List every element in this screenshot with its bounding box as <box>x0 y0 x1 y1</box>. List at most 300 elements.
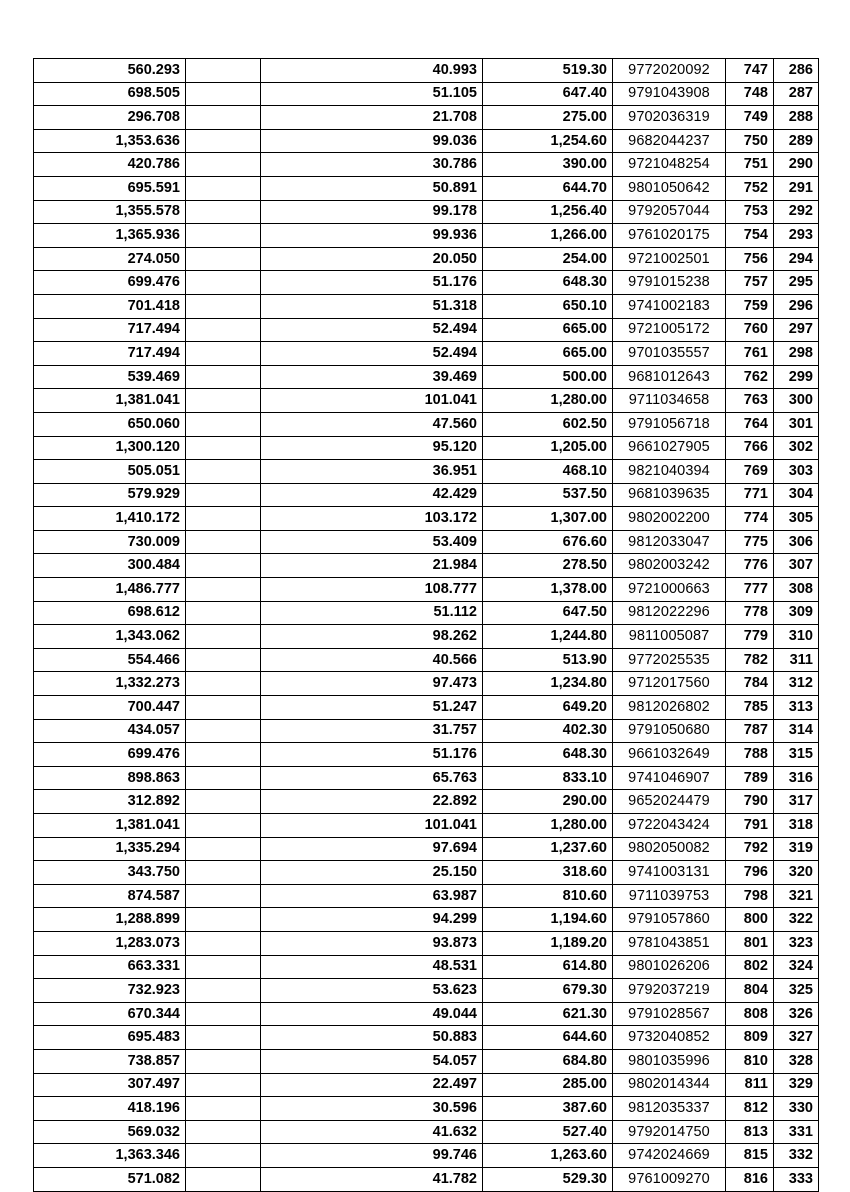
cell-account-number: 9791050680 <box>613 719 726 743</box>
cell-sequence: 778 <box>726 601 774 625</box>
cell-amount-total: 434.057 <box>34 719 186 743</box>
table-row <box>34 696 819 720</box>
cell-sequence: 791 <box>726 814 774 838</box>
cell-account-number: 9801035996 <box>613 1049 726 1073</box>
cell-amount-total: 571.082 <box>34 1167 186 1191</box>
cell-blank <box>186 318 261 342</box>
cell-base-amount: 468.10 <box>483 460 613 484</box>
cell-base-amount: 647.50 <box>483 601 613 625</box>
cell-charge: 22.892 <box>261 790 483 814</box>
cell-sequence: 779 <box>726 625 774 649</box>
cell-amount-total: 274.050 <box>34 247 186 271</box>
cell-sequence: 751 <box>726 153 774 177</box>
cell-account-number: 9772025535 <box>613 648 726 672</box>
cell-base-amount: 500.00 <box>483 365 613 389</box>
cell-account-number: 9712017560 <box>613 672 726 696</box>
cell-sequence: 760 <box>726 318 774 342</box>
cell-row-index: 316 <box>774 766 819 790</box>
cell-row-index: 309 <box>774 601 819 625</box>
cell-amount-total: 1,335.294 <box>34 837 186 861</box>
cell-amount-total: 505.051 <box>34 460 186 484</box>
cell-charge: 25.150 <box>261 861 483 885</box>
cell-charge: 31.757 <box>261 719 483 743</box>
cell-blank <box>186 790 261 814</box>
cell-base-amount: 1,266.00 <box>483 224 613 248</box>
table-row <box>34 601 819 625</box>
cell-base-amount: 290.00 <box>483 790 613 814</box>
cell-base-amount: 1,194.60 <box>483 908 613 932</box>
cell-charge: 101.041 <box>261 389 483 413</box>
cell-sequence: 771 <box>726 483 774 507</box>
cell-charge: 30.786 <box>261 153 483 177</box>
table-row <box>34 1144 819 1168</box>
cell-charge: 54.057 <box>261 1049 483 1073</box>
cell-blank <box>186 153 261 177</box>
cell-account-number: 9792037219 <box>613 979 726 1003</box>
cell-row-index: 299 <box>774 365 819 389</box>
cell-charge: 42.429 <box>261 483 483 507</box>
table-row <box>34 460 819 484</box>
cell-sequence: 809 <box>726 1026 774 1050</box>
cell-charge: 49.044 <box>261 1002 483 1026</box>
cell-row-index: 314 <box>774 719 819 743</box>
cell-base-amount: 676.60 <box>483 530 613 554</box>
cell-amount-total: 730.009 <box>34 530 186 554</box>
cell-sequence: 782 <box>726 648 774 672</box>
cell-base-amount: 602.50 <box>483 412 613 436</box>
cell-row-index: 306 <box>774 530 819 554</box>
table-row <box>34 247 819 271</box>
cell-blank <box>186 200 261 224</box>
cell-row-index: 325 <box>774 979 819 1003</box>
cell-blank <box>186 743 261 767</box>
cell-account-number: 9661032649 <box>613 743 726 767</box>
cell-row-index: 302 <box>774 436 819 460</box>
cell-account-number: 9721005172 <box>613 318 726 342</box>
table-row <box>34 979 819 1003</box>
cell-account-number: 9681039635 <box>613 483 726 507</box>
cell-charge: 39.469 <box>261 365 483 389</box>
cell-account-number: 9791028567 <box>613 1002 726 1026</box>
cell-amount-total: 554.466 <box>34 648 186 672</box>
table-row <box>34 129 819 153</box>
cell-row-index: 321 <box>774 884 819 908</box>
cell-charge: 63.987 <box>261 884 483 908</box>
cell-blank <box>186 365 261 389</box>
cell-account-number: 9741003131 <box>613 861 726 885</box>
cell-row-index: 291 <box>774 176 819 200</box>
cell-amount-total: 1,343.062 <box>34 625 186 649</box>
cell-sequence: 757 <box>726 271 774 295</box>
cell-amount-total: 1,353.636 <box>34 129 186 153</box>
cell-account-number: 9792057044 <box>613 200 726 224</box>
table-row <box>34 1120 819 1144</box>
cell-blank <box>186 1097 261 1121</box>
cell-account-number: 9781043851 <box>613 931 726 955</box>
cell-charge: 53.623 <box>261 979 483 1003</box>
table-row <box>34 625 819 649</box>
cell-blank <box>186 247 261 271</box>
cell-sequence: 763 <box>726 389 774 413</box>
cell-row-index: 296 <box>774 294 819 318</box>
cell-base-amount: 275.00 <box>483 106 613 130</box>
cell-base-amount: 650.10 <box>483 294 613 318</box>
cell-charge: 53.409 <box>261 530 483 554</box>
cell-amount-total: 1,283.073 <box>34 931 186 955</box>
cell-row-index: 313 <box>774 696 819 720</box>
table-row <box>34 365 819 389</box>
cell-sequence: 792 <box>726 837 774 861</box>
cell-sequence: 815 <box>726 1144 774 1168</box>
cell-row-index: 327 <box>774 1026 819 1050</box>
cell-amount-total: 701.418 <box>34 294 186 318</box>
cell-charge: 40.566 <box>261 648 483 672</box>
cell-account-number: 9721002501 <box>613 247 726 271</box>
table-row <box>34 955 819 979</box>
cell-row-index: 290 <box>774 153 819 177</box>
table-row <box>34 884 819 908</box>
cell-sequence: 790 <box>726 790 774 814</box>
table-row <box>34 153 819 177</box>
cell-row-index: 286 <box>774 59 819 83</box>
cell-charge: 50.891 <box>261 176 483 200</box>
cell-blank <box>186 931 261 955</box>
cell-base-amount: 1,189.20 <box>483 931 613 955</box>
cell-charge: 103.172 <box>261 507 483 531</box>
cell-base-amount: 513.90 <box>483 648 613 672</box>
cell-sequence: 798 <box>726 884 774 908</box>
cell-amount-total: 670.344 <box>34 1002 186 1026</box>
cell-account-number: 9711034658 <box>613 389 726 413</box>
cell-row-index: 305 <box>774 507 819 531</box>
cell-charge: 98.262 <box>261 625 483 649</box>
cell-row-index: 312 <box>774 672 819 696</box>
cell-amount-total: 569.032 <box>34 1120 186 1144</box>
cell-blank <box>186 1073 261 1097</box>
cell-row-index: 303 <box>774 460 819 484</box>
table-row <box>34 389 819 413</box>
cell-blank <box>186 294 261 318</box>
cell-base-amount: 833.10 <box>483 766 613 790</box>
cell-sequence: 777 <box>726 578 774 602</box>
cell-charge: 21.984 <box>261 554 483 578</box>
cell-charge: 95.120 <box>261 436 483 460</box>
cell-amount-total: 1,300.120 <box>34 436 186 460</box>
cell-sequence: 761 <box>726 342 774 366</box>
cell-charge: 99.036 <box>261 129 483 153</box>
cell-sequence: 753 <box>726 200 774 224</box>
cell-base-amount: 1,205.00 <box>483 436 613 460</box>
cell-sequence: 788 <box>726 743 774 767</box>
table-body <box>34 59 819 1192</box>
table-row <box>34 483 819 507</box>
cell-charge: 47.560 <box>261 412 483 436</box>
cell-base-amount: 647.40 <box>483 82 613 106</box>
cell-account-number: 9791015238 <box>613 271 726 295</box>
cell-row-index: 287 <box>774 82 819 106</box>
cell-blank <box>186 696 261 720</box>
table-row <box>34 176 819 200</box>
table-row <box>34 1049 819 1073</box>
cell-sequence: 749 <box>726 106 774 130</box>
table-row <box>34 1073 819 1097</box>
cell-row-index: 293 <box>774 224 819 248</box>
cell-base-amount: 402.30 <box>483 719 613 743</box>
cell-sequence: 774 <box>726 507 774 531</box>
cell-row-index: 295 <box>774 271 819 295</box>
cell-account-number: 9791057860 <box>613 908 726 932</box>
table-row <box>34 1026 819 1050</box>
cell-account-number: 9802050082 <box>613 837 726 861</box>
cell-sequence: 748 <box>726 82 774 106</box>
cell-charge: 51.247 <box>261 696 483 720</box>
cell-charge: 108.777 <box>261 578 483 602</box>
cell-base-amount: 1,280.00 <box>483 389 613 413</box>
cell-base-amount: 614.80 <box>483 955 613 979</box>
cell-sequence: 759 <box>726 294 774 318</box>
cell-charge: 41.632 <box>261 1120 483 1144</box>
cell-account-number: 9681012643 <box>613 365 726 389</box>
cell-sequence: 804 <box>726 979 774 1003</box>
cell-amount-total: 738.857 <box>34 1049 186 1073</box>
cell-blank <box>186 176 261 200</box>
cell-base-amount: 644.60 <box>483 1026 613 1050</box>
cell-sequence: 810 <box>726 1049 774 1073</box>
cell-base-amount: 390.00 <box>483 153 613 177</box>
cell-base-amount: 387.60 <box>483 1097 613 1121</box>
cell-amount-total: 698.612 <box>34 601 186 625</box>
table-row <box>34 931 819 955</box>
cell-sequence: 813 <box>726 1120 774 1144</box>
cell-sequence: 802 <box>726 955 774 979</box>
cell-amount-total: 343.750 <box>34 861 186 885</box>
cell-blank <box>186 554 261 578</box>
cell-account-number: 9821040394 <box>613 460 726 484</box>
table-row <box>34 342 819 366</box>
cell-row-index: 311 <box>774 648 819 672</box>
cell-row-index: 332 <box>774 1144 819 1168</box>
cell-sequence: 756 <box>726 247 774 271</box>
table-row <box>34 59 819 83</box>
cell-blank <box>186 578 261 602</box>
cell-base-amount: 1,254.60 <box>483 129 613 153</box>
cell-sequence: 800 <box>726 908 774 932</box>
cell-base-amount: 621.30 <box>483 1002 613 1026</box>
cell-sequence: 787 <box>726 719 774 743</box>
cell-blank <box>186 837 261 861</box>
cell-charge: 52.494 <box>261 342 483 366</box>
cell-sequence: 752 <box>726 176 774 200</box>
cell-account-number: 9802002200 <box>613 507 726 531</box>
cell-row-index: 318 <box>774 814 819 838</box>
table-row <box>34 271 819 295</box>
cell-charge: 65.763 <box>261 766 483 790</box>
cell-row-index: 315 <box>774 743 819 767</box>
cell-charge: 99.936 <box>261 224 483 248</box>
cell-base-amount: 1,237.60 <box>483 837 613 861</box>
cell-charge: 99.746 <box>261 1144 483 1168</box>
cell-row-index: 300 <box>774 389 819 413</box>
table-row <box>34 507 819 531</box>
cell-row-index: 329 <box>774 1073 819 1097</box>
table-row <box>34 1002 819 1026</box>
cell-amount-total: 579.929 <box>34 483 186 507</box>
cell-blank <box>186 1144 261 1168</box>
cell-blank <box>186 719 261 743</box>
cell-sequence: 796 <box>726 861 774 885</box>
cell-row-index: 322 <box>774 908 819 932</box>
cell-row-index: 317 <box>774 790 819 814</box>
cell-row-index: 319 <box>774 837 819 861</box>
cell-base-amount: 1,307.00 <box>483 507 613 531</box>
table-row <box>34 814 819 838</box>
cell-sequence: 769 <box>726 460 774 484</box>
cell-amount-total: 695.591 <box>34 176 186 200</box>
cell-base-amount: 665.00 <box>483 318 613 342</box>
cell-amount-total: 1,363.346 <box>34 1144 186 1168</box>
cell-amount-total: 874.587 <box>34 884 186 908</box>
cell-account-number: 9791043908 <box>613 82 726 106</box>
cell-account-number: 9722043424 <box>613 814 726 838</box>
cell-charge: 51.105 <box>261 82 483 106</box>
cell-base-amount: 1,244.80 <box>483 625 613 649</box>
cell-amount-total: 650.060 <box>34 412 186 436</box>
cell-amount-total: 560.293 <box>34 59 186 83</box>
cell-amount-total: 1,365.936 <box>34 224 186 248</box>
cell-amount-total: 1,381.041 <box>34 389 186 413</box>
cell-charge: 48.531 <box>261 955 483 979</box>
cell-row-index: 297 <box>774 318 819 342</box>
cell-blank <box>186 224 261 248</box>
cell-row-index: 307 <box>774 554 819 578</box>
cell-charge: 99.178 <box>261 200 483 224</box>
cell-amount-total: 1,288.899 <box>34 908 186 932</box>
cell-account-number: 9801050642 <box>613 176 726 200</box>
cell-account-number: 9742024669 <box>613 1144 726 1168</box>
cell-blank <box>186 412 261 436</box>
cell-account-number: 9811005087 <box>613 625 726 649</box>
table-row <box>34 578 819 602</box>
cell-amount-total: 717.494 <box>34 318 186 342</box>
cell-account-number: 9652024479 <box>613 790 726 814</box>
cell-row-index: 288 <box>774 106 819 130</box>
cell-row-index: 292 <box>774 200 819 224</box>
cell-account-number: 9801026206 <box>613 955 726 979</box>
cell-base-amount: 1,263.60 <box>483 1144 613 1168</box>
cell-blank <box>186 1049 261 1073</box>
table-row <box>34 672 819 696</box>
cell-sequence: 789 <box>726 766 774 790</box>
cell-account-number: 9792014750 <box>613 1120 726 1144</box>
cell-charge: 20.050 <box>261 247 483 271</box>
cell-row-index: 310 <box>774 625 819 649</box>
cell-amount-total: 312.892 <box>34 790 186 814</box>
cell-sequence: 812 <box>726 1097 774 1121</box>
cell-base-amount: 644.70 <box>483 176 613 200</box>
cell-amount-total: 418.196 <box>34 1097 186 1121</box>
cell-sequence: 754 <box>726 224 774 248</box>
cell-blank <box>186 1167 261 1191</box>
cell-base-amount: 519.30 <box>483 59 613 83</box>
cell-blank <box>186 908 261 932</box>
cell-charge: 101.041 <box>261 814 483 838</box>
cell-base-amount: 648.30 <box>483 271 613 295</box>
cell-row-index: 328 <box>774 1049 819 1073</box>
cell-amount-total: 1,486.777 <box>34 578 186 602</box>
cell-row-index: 320 <box>774 861 819 885</box>
cell-base-amount: 649.20 <box>483 696 613 720</box>
cell-sequence: 750 <box>726 129 774 153</box>
cell-charge: 40.993 <box>261 59 483 83</box>
cell-blank <box>186 507 261 531</box>
table-row <box>34 908 819 932</box>
cell-base-amount: 278.50 <box>483 554 613 578</box>
cell-account-number: 9812026802 <box>613 696 726 720</box>
cell-account-number: 9702036319 <box>613 106 726 130</box>
cell-base-amount: 1,234.80 <box>483 672 613 696</box>
cell-base-amount: 527.40 <box>483 1120 613 1144</box>
cell-base-amount: 1,378.00 <box>483 578 613 602</box>
cell-sequence: 816 <box>726 1167 774 1191</box>
cell-account-number: 9661027905 <box>613 436 726 460</box>
table-row <box>34 436 819 460</box>
cell-amount-total: 420.786 <box>34 153 186 177</box>
cell-blank <box>186 82 261 106</box>
cell-amount-total: 307.497 <box>34 1073 186 1097</box>
table-row <box>34 719 819 743</box>
cell-charge: 41.782 <box>261 1167 483 1191</box>
cell-blank <box>186 1002 261 1026</box>
cell-account-number: 9761020175 <box>613 224 726 248</box>
cell-row-index: 304 <box>774 483 819 507</box>
cell-charge: 93.873 <box>261 931 483 955</box>
cell-blank <box>186 530 261 554</box>
cell-account-number: 9711039753 <box>613 884 726 908</box>
cell-blank <box>186 129 261 153</box>
cell-row-index: 333 <box>774 1167 819 1191</box>
cell-sequence: 808 <box>726 1002 774 1026</box>
cell-sequence: 775 <box>726 530 774 554</box>
cell-base-amount: 1,256.40 <box>483 200 613 224</box>
cell-charge: 94.299 <box>261 908 483 932</box>
cell-sequence: 766 <box>726 436 774 460</box>
cell-amount-total: 1,355.578 <box>34 200 186 224</box>
cell-base-amount: 254.00 <box>483 247 613 271</box>
cell-charge: 22.497 <box>261 1073 483 1097</box>
cell-row-index: 330 <box>774 1097 819 1121</box>
cell-blank <box>186 1026 261 1050</box>
table-row <box>34 224 819 248</box>
cell-sequence: 811 <box>726 1073 774 1097</box>
cell-account-number: 9812022296 <box>613 601 726 625</box>
cell-base-amount: 537.50 <box>483 483 613 507</box>
cell-amount-total: 717.494 <box>34 342 186 366</box>
cell-charge: 30.596 <box>261 1097 483 1121</box>
cell-blank <box>186 460 261 484</box>
cell-amount-total: 663.331 <box>34 955 186 979</box>
cell-account-number: 9802003242 <box>613 554 726 578</box>
cell-row-index: 326 <box>774 1002 819 1026</box>
cell-base-amount: 648.30 <box>483 743 613 767</box>
cell-amount-total: 300.484 <box>34 554 186 578</box>
cell-sequence: 762 <box>726 365 774 389</box>
table-row <box>34 743 819 767</box>
cell-sequence: 776 <box>726 554 774 578</box>
cell-account-number: 9772020092 <box>613 59 726 83</box>
cell-account-number: 9682044237 <box>613 129 726 153</box>
cell-blank <box>186 106 261 130</box>
cell-base-amount: 684.80 <box>483 1049 613 1073</box>
